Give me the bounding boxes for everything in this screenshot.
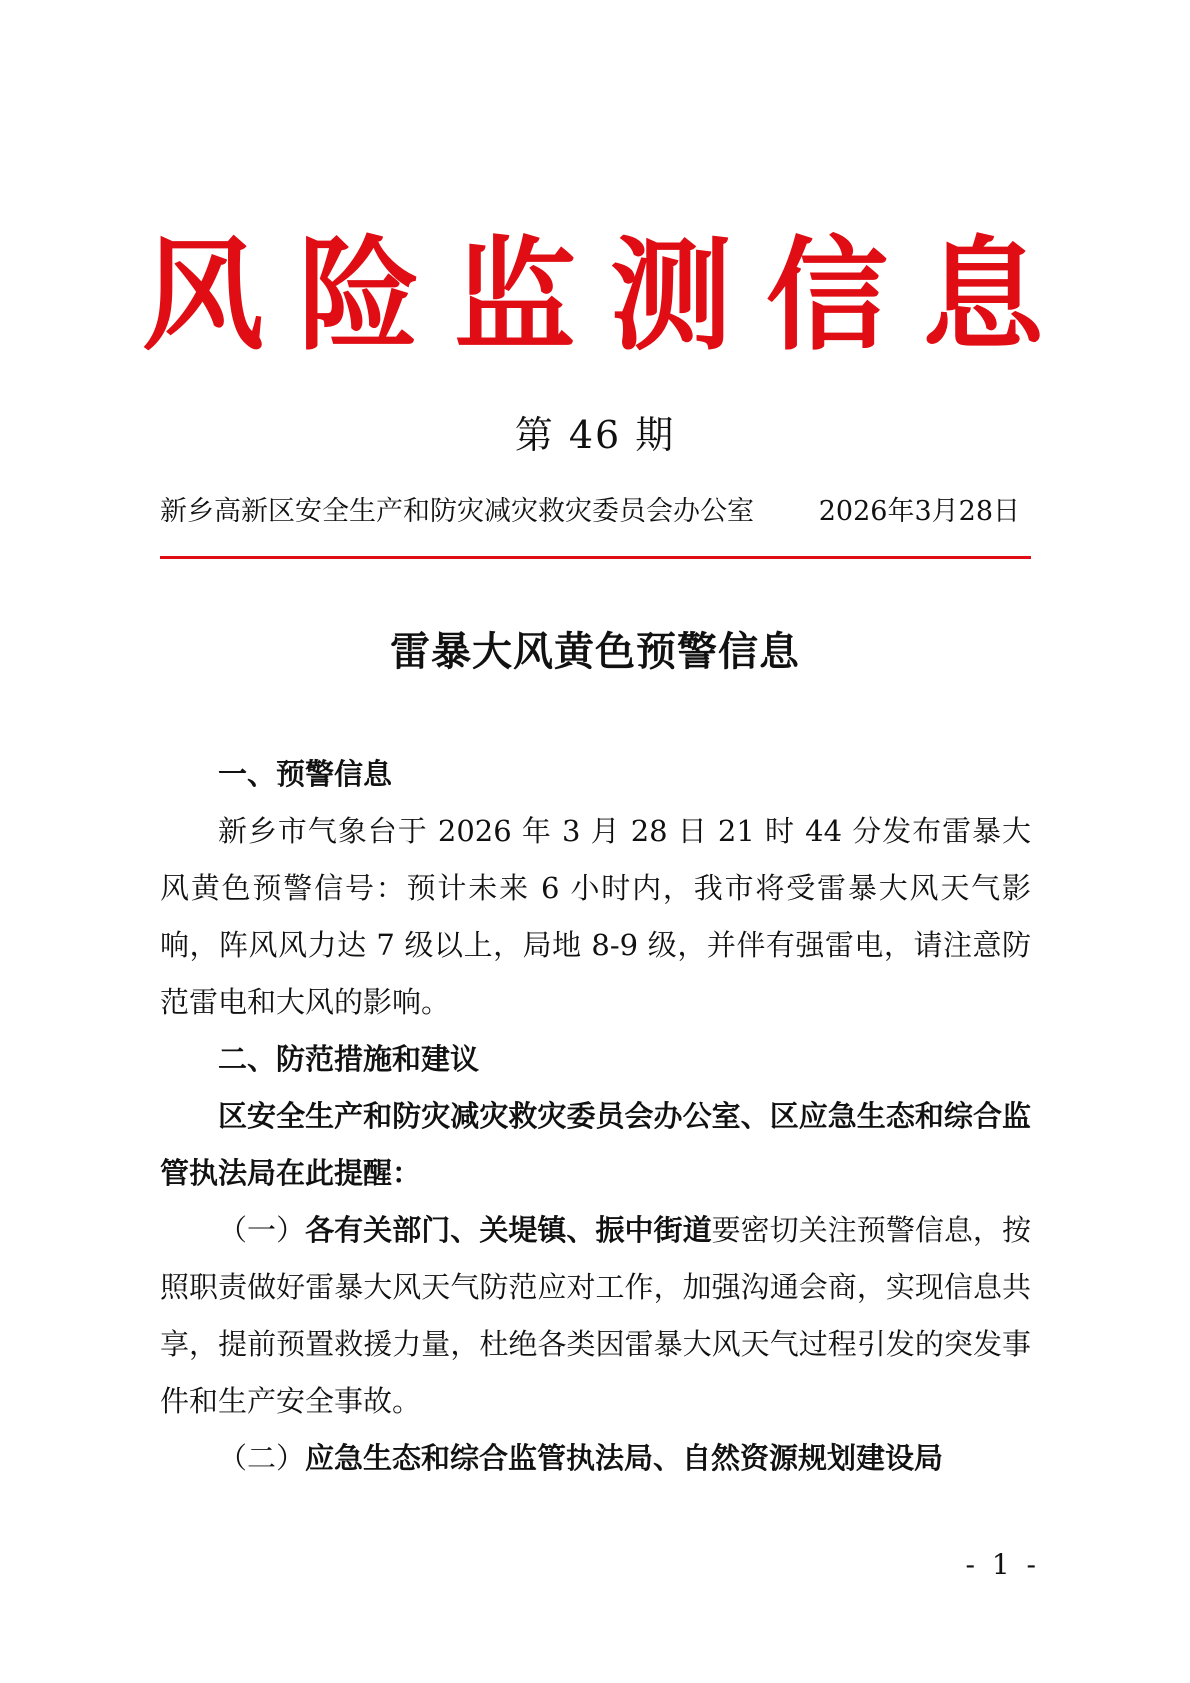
page-number: - 1 - [965,1548,1040,1581]
item1-text: 要密切关注预警信息，按照职责做好雷暴大风天气防范应对工作，加强沟通会商，实现信息共享，提前预置救援力量，杜绝各类因雷暴大风天气过程引发的突发事件和生产安全事故。 [160,1213,1031,1418]
item2-prefix: （二） [218,1441,306,1475]
issuer-name: 新乡高新区安全生产和防灾减灾救灾委员会办公室 [160,496,754,527]
reminder-lead: 区安全生产和防灾减灾救灾委员会办公室、区应急生态和综合监管执法局在此提醒： [160,1099,1031,1190]
item2-bold: 应急生态和综合监管执法局、自然资源规划建设局 [305,1441,944,1475]
issuer-date-row [160,490,1020,534]
document-title: 雷暴大风黄色预警信息 [390,628,800,675]
section2-heading: 二、防范措施和建议 [218,1042,480,1076]
item1-prefix: （一） [218,1213,306,1247]
section1-heading: 一、预警信息 [218,757,393,791]
red-divider [160,556,1031,559]
document-body [160,746,1031,1487]
item1-paragraph [160,1202,1031,1430]
item1-bold: 各有关部门、关堤镇、振中街道 [305,1213,712,1247]
masthead-title: 风险监测信息 [142,225,1078,367]
section1-paragraph: 新乡市气象台于 2026 年 3 月 28 日 21 时 44 分发布雷暴大风黄色预警信号：预计未来 6 小时内，我市将受雷暴大风天气影响，阵风风力达 7 级以上，局地 8-9 级，并伴有强雷电，请注意防范雷电和大风的影响。 [160,814,1031,1019]
issue-number: 第 46 期 [514,413,676,457]
item2-paragraph [160,1430,1031,1487]
issue-date: 2026年3月28日 [818,496,1020,527]
